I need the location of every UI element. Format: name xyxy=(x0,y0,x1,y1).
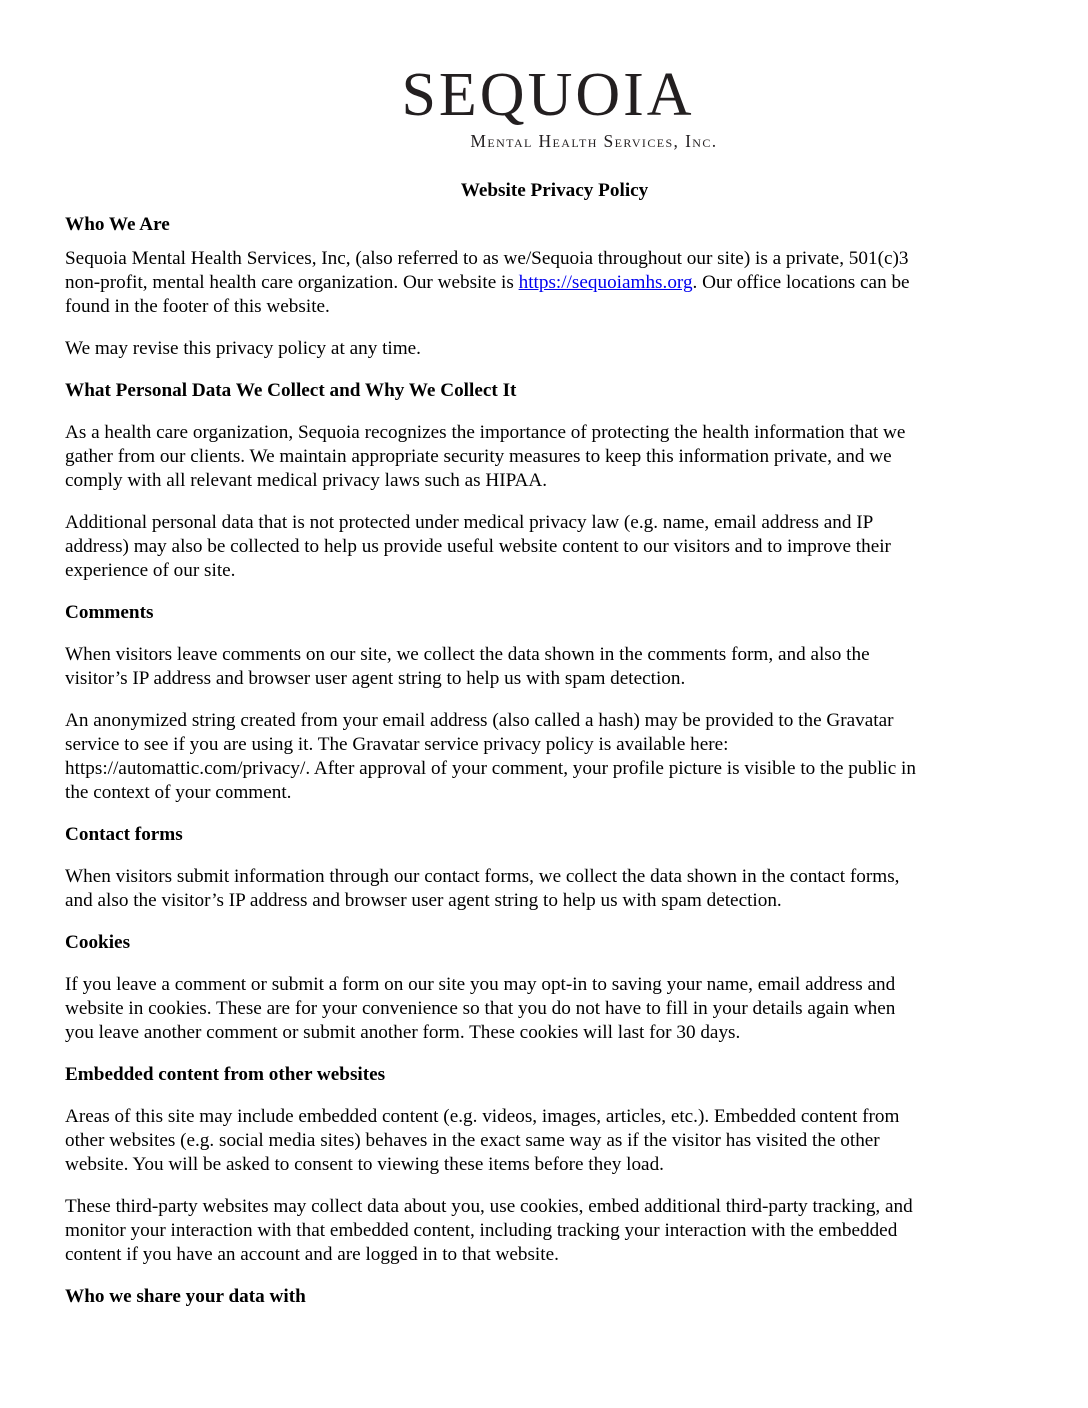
intro-text-start: Sequoia Mental Health Services, Inc, (also referred to as we/Sequoia throughout our site) is a private, 501(c)3 non-profit, mental health care organization. Our website is xyxy=(65,248,909,293)
section-heading-who-we-are: Who We Are xyxy=(65,214,170,235)
section-paragraph: Additional personal data that is not protected under medical privacy law (e.g. name, email address and IP address) may also be collected to help us provide useful website content to our visitors and to improve their experience of our site. xyxy=(65,512,891,581)
section-heading-embedded-content: Embedded content from other websites xyxy=(65,1064,386,1085)
website-link[interactable]: https://sequoiamhs.org xyxy=(518,272,693,293)
section-heading-contact-forms: Contact forms xyxy=(65,824,183,845)
section-heading-personal-data: What Personal Data We Collect and Why We Collect It xyxy=(65,380,517,401)
sequoia-logo xyxy=(0,62,1088,152)
section-paragraph: When visitors leave comments on our site, we collect the data shown in the comments form, and also the visitor’s IP address and browser user agent string to help us with spam detection. xyxy=(65,644,870,689)
document-title: Website Privacy Policy xyxy=(460,180,649,201)
section-paragraph: If you leave a comment or submit a form on our site you may opt-in to saving your name, email address and website in cookies. These are for your convenience so that you do not have to fill in your details again when you leave another comment or submit another form. These cookies will last for 30 days. xyxy=(65,974,896,1043)
logo-subtitle: Mental Health Services, Inc. xyxy=(470,131,718,151)
section-paragraph: When visitors submit information through our contact forms, we collect the data shown in the contact forms, and also the visitor’s IP address and browser user agent string to help us with spam detection. xyxy=(65,866,900,911)
section-heading-comments: Comments xyxy=(65,602,154,623)
section-paragraph: These third-party websites may collect data about you, use cookies, embed additional third-party tracking, and monitor your interaction with that embedded content, including tracking your interaction with the embedded content if you have an account and are logged in to that website. xyxy=(65,1196,913,1265)
logo-wordmark: SEQUOIA xyxy=(401,61,695,129)
section-heading-data-sharing: Who we share your data with xyxy=(65,1286,306,1307)
section-paragraph: Areas of this site may include embedded content (e.g. videos, images, articles, etc.). Embedded content from other websites (e.g. social media sites) behaves in the exact same way as if the visitor has visited the other website. You will be asked to consent to viewing these items before they load. xyxy=(65,1106,900,1175)
section-paragraph: We may revise this privacy policy at any time. xyxy=(65,338,421,359)
intro-text-end: . Our office locations can be found in the footer of this website. xyxy=(65,272,910,317)
section-paragraph: An anonymized string created from your email address (also called a hash) may be provided to the Gravatar service to see if you are using it. The Gravatar service privacy policy is available here: https://automattic.com/privacy/. After approval of your comment, your profile picture is visible to the public in the context of your comment. xyxy=(65,710,916,803)
section-heading-cookies: Cookies xyxy=(65,932,131,953)
document-body xyxy=(65,179,1021,1309)
section-paragraph: As a health care organization, Sequoia recognizes the importance of protecting the health information that we gather from our clients. We maintain appropriate security measures to keep this information private, and we comply with all relevant medical privacy laws such as HIPAA. xyxy=(65,422,906,491)
section-paragraph-intro xyxy=(65,247,1021,319)
